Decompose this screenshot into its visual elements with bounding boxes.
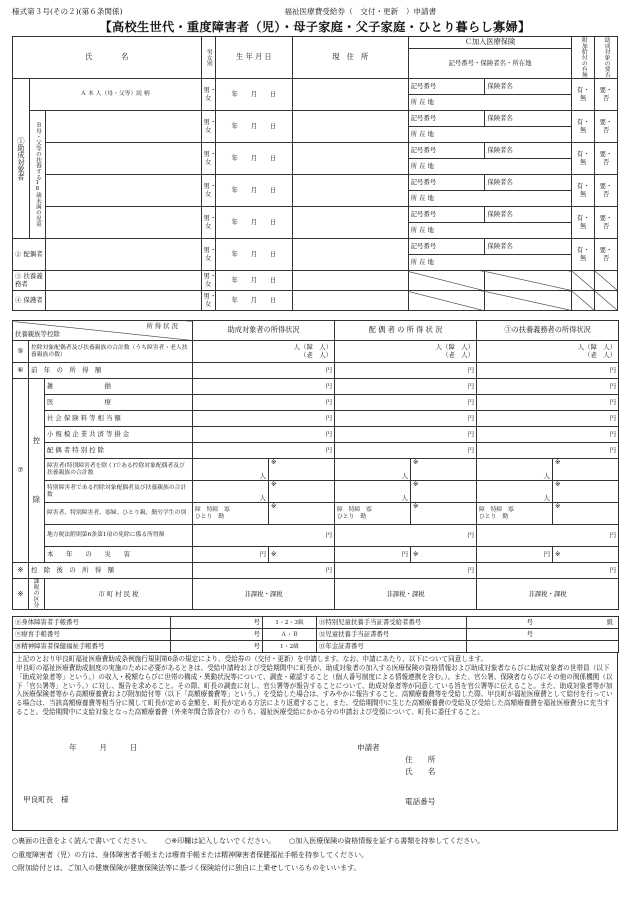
footer-line-3: ○附加給付とは、ご加入の健康保険が健康保険法等に基づく保険給付に独自に上乗せしているものをいいます。: [12, 863, 361, 872]
tax-status-field: 非課税・課税: [335, 579, 477, 610]
asterisk-field: ※: [553, 481, 619, 503]
child-name-field[interactable]: [46, 143, 201, 175]
footer-line-1: ○裏面の注意をよく読んで書いてください。 ○※印欄は記入しないでください。 ○加入医療保険の資格情報を証する書類を持参してください。: [12, 837, 485, 846]
mental-health-label: ⑩精神障害者保健福祉手帳番号: [13, 641, 171, 653]
deduction-field[interactable]: 円: [335, 395, 477, 411]
rehab-notebook-grade[interactable]: Ａ・Ｂ: [263, 629, 317, 641]
deduction-disaster: 本 年 の 災 害: [45, 547, 193, 563]
insurer-name-field[interactable]: 保険者名: [485, 175, 572, 191]
symbol-number-field[interactable]: 記号番号: [408, 239, 485, 255]
guardian-label: ④ 保護者: [13, 291, 46, 311]
asterisk-field: ※: [411, 547, 477, 563]
asterisk-field: ※: [269, 503, 335, 525]
additional-benefit-field[interactable]: 有・無: [572, 143, 595, 175]
deduction-field[interactable]: 円: [477, 443, 619, 459]
mental-health-grade[interactable]: 1・2級: [263, 641, 317, 653]
sex-field[interactable]: 男・女: [201, 79, 216, 111]
asterisk-field: ※: [411, 503, 477, 525]
row-5-num: ⑤: [13, 341, 29, 363]
child-allowance-label: ⑫児童扶養手当証書番号: [317, 629, 467, 641]
address-field[interactable]: [292, 111, 408, 143]
row-6-label: 前 年 の 所 得 額: [29, 363, 193, 379]
slash-cell: [408, 271, 485, 291]
address-field[interactable]: [292, 271, 408, 291]
slash-cell: [595, 271, 618, 291]
col-needed-header: 助成対象の要否: [595, 37, 618, 79]
birthdate-field[interactable]: 年 月 日: [216, 143, 293, 175]
asterisk-field: ※: [269, 481, 335, 503]
signature-area: [13, 739, 617, 823]
deduction-field[interactable]: 円: [477, 525, 619, 547]
additional-benefit-field[interactable]: 有・無: [572, 79, 595, 111]
birthdate-field[interactable]: 年 月 日: [216, 175, 293, 207]
need-field[interactable]: 要・否: [595, 239, 618, 271]
birthdate-field[interactable]: 年 月 日: [216, 111, 293, 143]
special-child-allowance-number[interactable]: 号 級: [467, 617, 619, 629]
tax-status-field: 非課税・課税: [193, 579, 335, 610]
row-7-label: 控 除: [29, 379, 45, 563]
insurer-name-field[interactable]: 保険者名: [485, 79, 572, 95]
dependent-name-field[interactable]: [46, 271, 201, 291]
child-allowance-number[interactable]: 号: [467, 629, 619, 641]
deduction-field[interactable]: 円: [335, 427, 477, 443]
additional-benefit-field[interactable]: 有・無: [572, 175, 595, 207]
consent-notes: [12, 653, 618, 831]
count-field[interactable]: 人: [193, 481, 269, 503]
mental-health-number[interactable]: 号: [171, 641, 263, 653]
row-7-num: ⑦: [13, 379, 29, 563]
need-field[interactable]: 要・否: [595, 79, 618, 111]
dependent-label: ③ 扶養義務者: [13, 271, 46, 291]
col-additional-header: 附加給付の有無: [572, 37, 595, 79]
deduction-field[interactable]: 円: [477, 395, 619, 411]
location-field[interactable]: 所 在 地: [408, 159, 572, 175]
tax-status-field: 非課税・課税: [477, 579, 619, 610]
deduction-spouse-special: 配 偶 者 特 別 控 除: [45, 443, 193, 459]
child-name-field[interactable]: [46, 175, 201, 207]
location-field[interactable]: 所 在 地: [408, 223, 572, 239]
addressee: 甲良町長 様: [23, 795, 69, 805]
birthdate-field[interactable]: 年 月 日: [216, 79, 293, 111]
slash-cell: [595, 291, 618, 311]
address-field[interactable]: [292, 175, 408, 207]
deduction-field[interactable]: 円: [193, 379, 335, 395]
col-sex-header: 男女別: [201, 37, 216, 79]
applicant-label: 申請者: [357, 743, 380, 753]
address-field[interactable]: [292, 291, 408, 311]
birthdate-field[interactable]: 年 月 日: [216, 207, 293, 239]
address-field[interactable]: [292, 207, 408, 239]
footer-notes: [12, 835, 618, 875]
asterisk-field: ※: [553, 503, 619, 525]
sex-field[interactable]: 男・女: [201, 271, 216, 291]
form-type: 福祉医療費受給券（ 交付・更新 ）申請書: [284, 7, 437, 16]
spouse-label: ② 配偶者: [13, 239, 46, 271]
application-date[interactable]: 年 月 日: [69, 743, 138, 753]
row-6-num: ⑥: [13, 363, 29, 379]
insurer-name-field[interactable]: 保険者名: [485, 207, 572, 223]
physical-disability-number[interactable]: 号: [171, 617, 263, 629]
sex-field[interactable]: 男・女: [201, 239, 216, 271]
count-field[interactable]: 人: [335, 459, 411, 481]
net-income-field: 円: [335, 563, 477, 579]
need-field[interactable]: 要・否: [595, 111, 618, 143]
group1-label: ①助成対象者: [13, 79, 30, 239]
sex-field[interactable]: 男・女: [201, 175, 216, 207]
additional-benefit-field[interactable]: 有・無: [572, 111, 595, 143]
location-field[interactable]: 所 在 地: [408, 127, 572, 143]
deduction-field[interactable]: 円: [193, 427, 335, 443]
category-select[interactable]: 障 特障 寡 ひとり 勤: [335, 503, 411, 525]
applicant-table: [12, 36, 618, 311]
symbol-number-field[interactable]: 記号番号: [408, 111, 485, 127]
deduction-category: 障害者、特別障害者、寡婦、ひとり親、勤労学生の別: [45, 503, 193, 525]
row-9-num: ※: [13, 579, 29, 610]
col-name-header: 氏 名: [13, 37, 202, 79]
category-select[interactable]: 障 特障 寡 ひとり 勤: [477, 503, 553, 525]
insurer-name-field[interactable]: 保険者名: [485, 239, 572, 255]
footer-line-2: ○重度障害者（児）の方は、身体障害者手帳または療育手帳または精神障害者保健福祉手帳を持参してください。: [12, 850, 369, 859]
deduction-field[interactable]: 円: [335, 443, 477, 459]
spouse-name-field[interactable]: [46, 239, 201, 271]
deduction-field[interactable]: 円: [335, 547, 411, 563]
location-field[interactable]: 所 在 地: [408, 95, 572, 111]
deduction-special-disabled-count: 特別障害者である控除対象配偶者及び扶養親族の合計数: [45, 481, 193, 503]
pension-label: ⑬年金証書番号: [317, 641, 467, 653]
net-income-field: 円: [477, 563, 619, 579]
row-8-label: 控 除 後 の 所 得 額: [29, 563, 193, 579]
additional-benefit-field[interactable]: 有・無: [572, 207, 595, 239]
row-8-num: ※: [13, 563, 29, 579]
consent-body: 甲良町の福祉医療費助成制度の実施のために必要があるときは、受給申請時および受給期間中に町長が、助成対象者の加入する医療保険の資格情報および助成対象者ならびに助成対象者の世帯員（以下「助成対象者等」という。）の収入・税額ならびに世帯の構成・異動状況等について、調査・確認すること（個人番号制度による情報連携を含む。）。また、官公署、保険者ならびにその他の関係機関（以下「官公署等」という。）に対し、報告を求めること。その際、町長の調査に対し、官公署等が報告することについて、助成対象者等が同意している旨を官公署等に伝えること。また、助成対象者等が加入医療保険者等から高額療養費および附加給付等（以下「高額療養費等」という。）を受給した場合は、すみやかに報告すること。高額療養費等を受給した際、甲良町が福祉医療費として給付を行っている場合は、当該高額療養費等相当分に関して町長が定める金額を、町長が定める方法により返還すること。また、受給期間中に生じた高額療養費の受給及び受給した高額療養費を福祉医療費分に充当すること。受給期間中に支給対象となった高額療養費（外来年間合算含む）のうち、福祉医療受給にかかる分の申請および受領について、町長に委任すること。: [16, 664, 613, 716]
col-spouse-income: 配 偶 者 の 所 得 状 況: [335, 321, 477, 341]
col-birth-header: 生 年 月 日: [216, 37, 293, 79]
asterisk-field: ※: [269, 547, 335, 563]
application-form: [12, 8, 618, 875]
deduction-field[interactable]: 円: [335, 525, 477, 547]
symbol-number-field[interactable]: 記号番号: [408, 175, 485, 191]
col-subject-income: 助成対象者の所得状況: [193, 321, 335, 341]
row-9-tax-label: 市 町 村 民 税: [45, 579, 193, 610]
address-field[interactable]: [292, 143, 408, 175]
slash-cell: [572, 291, 595, 311]
deduction-casualty: 雑 損: [45, 379, 193, 395]
deduction-field[interactable]: 円: [477, 547, 553, 563]
need-field[interactable]: 要・否: [595, 207, 618, 239]
dependents-count-field[interactable]: 人（障 人） （老 人）: [335, 341, 477, 363]
income-corner-header: 所 得 状 況 扶養親族等控除: [13, 321, 193, 341]
applicant-address-label[interactable]: 住 所: [405, 755, 436, 765]
rehab-notebook-number[interactable]: 号: [171, 629, 263, 641]
deduction-social-insurance: 社 会 保 険 料 等 相 当 額: [45, 411, 193, 427]
deduction-field[interactable]: 円: [477, 427, 619, 443]
deduction-small-business: 小 規 模 企 業 共 済 等 掛 金: [45, 427, 193, 443]
col-insurance-header: 記号番号・保険者名・所在地: [408, 49, 572, 79]
rehab-notebook-label: ⑨療育手帳番号: [13, 629, 171, 641]
deduction-field[interactable]: 円: [335, 379, 477, 395]
birthdate-field[interactable]: 年 月 日: [216, 239, 293, 271]
slash-cell: [485, 291, 572, 311]
deduction-medical: 医 療: [45, 395, 193, 411]
asterisk-field: ※: [411, 459, 477, 481]
special-child-allowance-label: ⑪特別児童扶養手当証書受給者番号: [317, 617, 467, 629]
slash-cell: [485, 271, 572, 291]
location-field[interactable]: 所 在 地: [408, 255, 572, 271]
count-field[interactable]: 人: [477, 481, 553, 503]
additional-benefit-field[interactable]: 有・無: [572, 239, 595, 271]
dependents-count-field[interactable]: 人（障 人） （老 人）: [193, 341, 335, 363]
symbol-number-field[interactable]: 記号番号: [408, 207, 485, 223]
insurer-name-field[interactable]: 保険者名: [485, 111, 572, 127]
physical-disability-label: ⑧身体障害者手帳番号: [13, 617, 171, 629]
asterisk-field: ※: [553, 547, 619, 563]
need-field[interactable]: 要・否: [595, 175, 618, 207]
sex-field[interactable]: 男・女: [201, 207, 216, 239]
income-field[interactable]: 円: [335, 363, 477, 379]
net-income-field: 円: [193, 563, 335, 579]
income-table: [12, 320, 619, 610]
deduction-field[interactable]: 円: [477, 379, 619, 395]
symbol-number-field[interactable]: 記号番号: [408, 143, 485, 159]
col-address-header: 現 住 所: [292, 37, 408, 79]
deduction-field[interactable]: 円: [193, 525, 335, 547]
certificate-table: [12, 616, 619, 653]
deduction-field[interactable]: 円: [477, 411, 619, 427]
col-insurance-group-header: Ｃ加入医療保険: [408, 37, 572, 49]
location-field[interactable]: 所 在 地: [408, 191, 572, 207]
deduction-field[interactable]: 円: [193, 411, 335, 427]
child-name-field[interactable]: [46, 111, 201, 143]
slash-cell: [572, 271, 595, 291]
count-field[interactable]: 人: [193, 459, 269, 481]
deduction-field[interactable]: 円: [193, 395, 335, 411]
count-field[interactable]: 人: [477, 459, 553, 481]
asterisk-field: ※: [553, 459, 619, 481]
deduction-field[interactable]: 円: [193, 547, 269, 563]
count-field[interactable]: 人: [335, 481, 411, 503]
birthdate-field[interactable]: 年 月 日: [216, 291, 293, 311]
address-field[interactable]: [292, 239, 408, 271]
dependents-count-field[interactable]: 人（障 人） （老 人）: [477, 341, 619, 363]
sex-field[interactable]: 男・女: [201, 143, 216, 175]
sex-field[interactable]: 男・女: [201, 291, 216, 311]
row-9-label: 課 税 の区 分: [29, 579, 45, 610]
birthdate-field[interactable]: 年 月 日: [216, 271, 293, 291]
form-header: [12, 8, 618, 20]
sex-field[interactable]: 男・女: [201, 111, 216, 143]
child-name-field[interactable]: [46, 207, 201, 239]
row-5-label: 控除対象配偶者及び扶養親族の合計数（うち障害者・老人扶養親族の数）: [29, 341, 193, 363]
deduction-disabled-count: 障害者(特別障害者を除く)である控除対象配偶者及び扶養親族の合計数: [45, 459, 193, 481]
row-b-label: Ｂ母・父等の扶養する18歳未満の児童: [29, 111, 46, 239]
pension-number[interactable]: [467, 641, 619, 653]
form-number: 様式第３号(その２)(第６条関係): [12, 7, 123, 16]
asterisk-field: ※: [411, 481, 477, 503]
asterisk-field: ※: [269, 459, 335, 481]
need-field[interactable]: 要・否: [595, 143, 618, 175]
consent-intro: 上記のとおり甲良町福祉医療費助成条例施行規則第6条の規定により、受給券の（交付・更新）を申請します。なお、申請にあたり、以下について同意します。: [16, 655, 488, 664]
income-field[interactable]: 円: [193, 363, 335, 379]
phone-label[interactable]: 電話番号: [405, 797, 436, 807]
row-a-label: Ａ 本 人（母・父等）続 柄: [29, 79, 201, 111]
applicant-name-label[interactable]: 氏 名: [405, 767, 436, 777]
guardian-name-field[interactable]: [46, 291, 201, 311]
physical-disability-grade[interactable]: 1・2・3級: [263, 617, 317, 629]
deduction-local-tax-exemption: 地方税法附則第6条第1項の免除に係る所得額: [45, 525, 193, 547]
symbol-number-field[interactable]: 記号番号: [408, 79, 485, 95]
form-title: 【高校生世代・重度障害者（児）・母子家庭・父子家庭・ひとり暮らし寡婦】: [99, 20, 531, 34]
income-field[interactable]: 円: [477, 363, 619, 379]
deduction-field[interactable]: 円: [335, 411, 477, 427]
col-dependent-income: ③の扶養義務者の所得状況: [477, 321, 619, 341]
slash-cell: [408, 291, 485, 311]
deduction-field[interactable]: 円: [193, 443, 335, 459]
category-select[interactable]: 障 特障 寡 ひとり 勤: [193, 503, 269, 525]
address-field[interactable]: [292, 79, 408, 111]
insurer-name-field[interactable]: 保険者名: [485, 143, 572, 159]
